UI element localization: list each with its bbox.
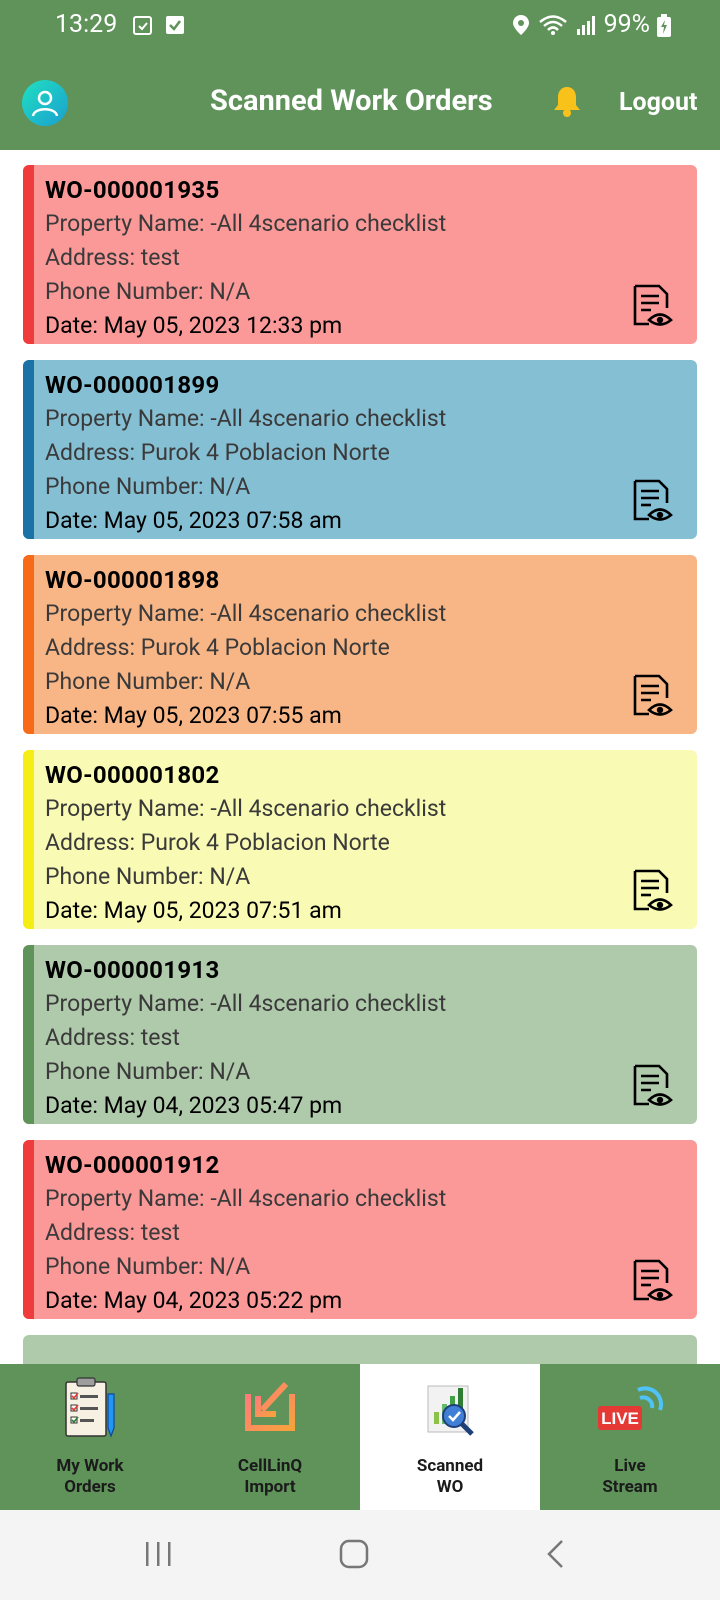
work-order-card[interactable] — [23, 945, 697, 1124]
phone-label: Phone Number: — [45, 278, 210, 305]
work-order-property — [45, 987, 697, 1021]
home-icon[interactable] — [338, 1538, 370, 1570]
property-value: -All 4scenario checklist — [210, 600, 447, 627]
work-order-id: WO-000001913 — [45, 956, 220, 984]
notification-bell-icon[interactable] — [552, 84, 582, 118]
work-order-card[interactable] — [23, 360, 697, 539]
nav-scanned-wo[interactable] — [360, 1364, 540, 1510]
address-label: Address: — [45, 244, 141, 271]
date-value: May 05, 2023 07:55 am — [103, 702, 342, 729]
work-order-phone — [45, 665, 697, 699]
work-order-card[interactable] — [23, 750, 697, 929]
view-document-icon[interactable] — [631, 867, 675, 915]
nav-label: Live Stream — [602, 1456, 658, 1497]
date-value: May 05, 2023 12:33 pm — [103, 312, 343, 339]
address-label: Address: — [45, 439, 141, 466]
work-order-date — [45, 1284, 697, 1318]
back-icon[interactable] — [544, 1538, 566, 1570]
status-accent-bar — [23, 1140, 34, 1319]
battery-charging-icon — [656, 14, 672, 38]
work-order-id: WO-000001912 — [45, 1151, 220, 1179]
work-order-card[interactable] — [23, 165, 697, 344]
view-document-icon[interactable] — [631, 282, 675, 330]
property-value: -All 4scenario checklist — [210, 210, 447, 237]
status-system-icons — [512, 10, 650, 39]
battery-percent: 99% — [603, 10, 650, 39]
system-navigation-bar — [0, 1510, 720, 1600]
logout-button[interactable]: Logout — [619, 88, 698, 117]
status-accent-bar — [23, 165, 34, 344]
svg-text:LIVE: LIVE — [601, 1409, 639, 1428]
date-label: Date: — [45, 1092, 104, 1119]
address-label: Address: — [45, 829, 141, 856]
nav-celllinq-import[interactable] — [180, 1364, 360, 1510]
property-label: Property Name: — [45, 405, 211, 432]
phone-value: N/A — [209, 1253, 251, 1280]
view-document-icon[interactable] — [631, 1062, 675, 1110]
date-value: May 04, 2023 05:22 pm — [103, 1287, 343, 1314]
work-order-property — [45, 1182, 697, 1216]
property-value: -All 4scenario checklist — [210, 405, 447, 432]
property-label: Property Name: — [45, 990, 211, 1017]
work-order-address — [45, 1216, 697, 1250]
work-order-card[interactable] — [23, 1335, 697, 1364]
live-stream-icon — [594, 1376, 666, 1438]
work-order-address — [45, 631, 697, 665]
property-value: -All 4scenario checklist — [210, 1185, 447, 1212]
wifi-icon — [538, 14, 568, 36]
address-label: Address: — [45, 1219, 141, 1246]
date-value: May 05, 2023 07:58 am — [103, 507, 342, 534]
address-value: Purok 4 Poblacion Norte — [140, 634, 390, 661]
status-accent-bar — [23, 555, 34, 734]
work-order-address — [45, 826, 697, 860]
nav-live-stream[interactable] — [540, 1364, 720, 1510]
status-notification-icons — [132, 14, 186, 36]
work-order-phone — [45, 1055, 697, 1089]
address-value: test — [140, 1219, 180, 1246]
work-order-property — [45, 792, 697, 826]
view-document-icon[interactable] — [631, 477, 675, 525]
location-icon — [512, 14, 530, 36]
property-value: -All 4scenario checklist — [210, 990, 447, 1017]
work-order-phone — [45, 275, 697, 309]
work-order-address — [45, 436, 697, 470]
phone-label: Phone Number: — [45, 1253, 210, 1280]
signal-icon — [576, 14, 596, 36]
date-label: Date: — [45, 507, 104, 534]
phone-value: N/A — [209, 473, 251, 500]
date-label: Date: — [45, 897, 104, 924]
import-icon — [240, 1376, 300, 1436]
scanned-report-icon — [420, 1376, 480, 1438]
work-order-card[interactable] — [23, 1140, 697, 1319]
nav-label: CellLinQ Import — [237, 1456, 303, 1497]
view-document-icon[interactable] — [631, 672, 675, 720]
work-order-property — [45, 402, 697, 436]
status-accent-bar — [23, 360, 34, 539]
phone-label: Phone Number: — [45, 668, 210, 695]
date-value: May 05, 2023 07:51 am — [103, 897, 342, 924]
property-label: Property Name: — [45, 600, 211, 627]
recent-apps-icon[interactable] — [144, 1538, 174, 1570]
work-order-address — [45, 241, 697, 275]
property-label: Property Name: — [45, 1185, 211, 1212]
address-value: test — [140, 244, 180, 271]
page-title: Scanned Work Orders — [210, 84, 493, 118]
work-order-date — [45, 894, 697, 928]
nav-my-work-orders[interactable] — [0, 1364, 180, 1510]
calendar-check-icon — [132, 14, 154, 36]
work-order-phone — [45, 860, 697, 894]
status-time: 13:29 — [55, 10, 118, 39]
user-avatar[interactable] — [22, 80, 68, 126]
phone-value: N/A — [209, 668, 251, 695]
phone-value: N/A — [209, 1058, 251, 1085]
work-order-phone — [45, 470, 697, 504]
date-value: May 04, 2023 05:47 pm — [103, 1092, 343, 1119]
app-header — [0, 0, 720, 150]
status-accent-bar — [23, 750, 34, 929]
address-value: Purok 4 Poblacion Norte — [140, 829, 390, 856]
phone-label: Phone Number: — [45, 1058, 210, 1085]
work-order-card[interactable] — [23, 555, 697, 734]
checkbox-icon — [164, 14, 186, 36]
work-order-id: WO-000001935 — [45, 176, 220, 204]
work-order-id: WO-000001802 — [45, 761, 220, 789]
work-order-date — [45, 504, 697, 538]
work-order-id: WO-000001899 — [45, 371, 220, 399]
property-label: Property Name: — [45, 795, 211, 822]
view-document-icon[interactable] — [631, 1257, 675, 1305]
checklist-icon — [60, 1376, 120, 1442]
nav-label: Scanned WO — [416, 1456, 484, 1497]
address-label: Address: — [45, 634, 141, 661]
address-value: test — [140, 1024, 180, 1051]
work-order-date — [45, 699, 697, 733]
work-order-phone — [45, 1250, 697, 1284]
phone-label: Phone Number: — [45, 863, 210, 890]
user-icon — [30, 88, 60, 118]
nav-label: My Work Orders — [56, 1456, 124, 1497]
date-label: Date: — [45, 1287, 104, 1314]
date-label: Date: — [45, 702, 104, 729]
work-order-property — [45, 597, 697, 631]
status-accent-bar — [23, 945, 34, 1124]
work-order-id: WO-000001898 — [45, 566, 220, 594]
work-order-address — [45, 1021, 697, 1055]
phone-value: N/A — [209, 863, 251, 890]
phone-label: Phone Number: — [45, 473, 210, 500]
bottom-navigation — [0, 1364, 720, 1510]
property-value: -All 4scenario checklist — [210, 795, 447, 822]
property-label: Property Name: — [45, 210, 211, 237]
date-label: Date: — [45, 312, 104, 339]
work-order-date — [45, 309, 697, 343]
work-order-property — [45, 207, 697, 241]
phone-value: N/A — [209, 278, 251, 305]
address-label: Address: — [45, 1024, 141, 1051]
work-order-list[interactable] — [0, 150, 720, 1364]
address-value: Purok 4 Poblacion Norte — [140, 439, 390, 466]
work-order-date — [45, 1089, 697, 1123]
